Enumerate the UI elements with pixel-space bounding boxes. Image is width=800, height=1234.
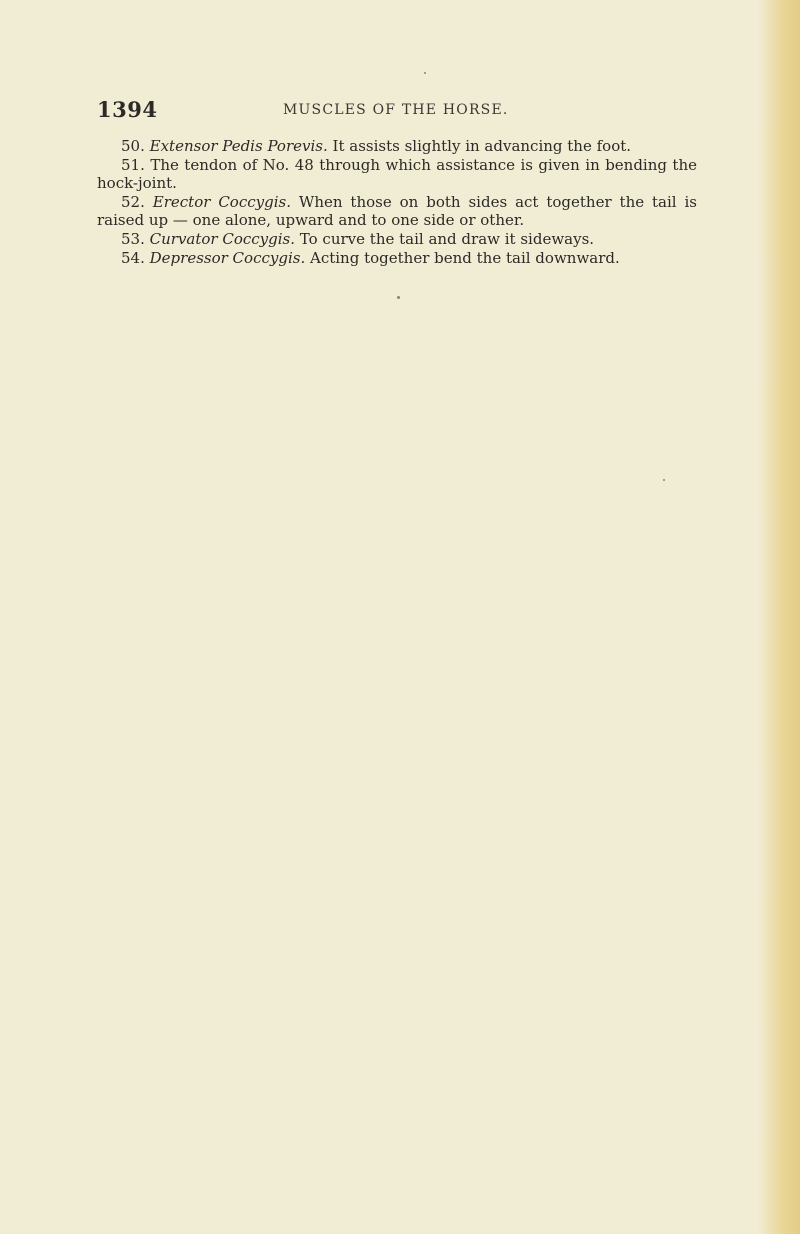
muscle-name: Extensor Pedis Porevis. bbox=[149, 137, 328, 155]
paragraph-text: When those on both sides act together the tail is raised up — one alone, upward and to one side or other. bbox=[97, 192, 697, 230]
page-number: 1394 bbox=[97, 97, 158, 122]
page-header bbox=[97, 97, 697, 123]
paragraph-number: 52. bbox=[121, 192, 145, 211]
paper-speck bbox=[663, 479, 665, 481]
page-edge-shadow bbox=[758, 0, 800, 1234]
muscle-name: Erector Coccygis. bbox=[152, 192, 291, 211]
paragraph-53 bbox=[97, 230, 697, 249]
paragraph-52 bbox=[97, 193, 697, 230]
paragraph-number: 54. bbox=[121, 248, 145, 267]
paragraph-54 bbox=[97, 249, 697, 268]
paragraph-50 bbox=[97, 137, 697, 156]
paragraph-number: 53. bbox=[121, 229, 145, 248]
paragraph-number: 50. bbox=[121, 137, 145, 155]
paragraph-text: The tendon of No. 48 through which assistance is given in bending the hock-joint. bbox=[97, 155, 697, 193]
paper-speck bbox=[397, 296, 400, 299]
body-text bbox=[97, 137, 697, 267]
paragraph-number: 51. bbox=[121, 155, 145, 174]
muscle-name: Depressor Coccygis. bbox=[149, 248, 306, 267]
paragraph-text: To curve the tail and draw it sideways. bbox=[299, 229, 595, 248]
muscle-name: Curvator Coccygis. bbox=[149, 229, 296, 248]
paragraph-51 bbox=[97, 156, 697, 193]
paragraph-text: It assists slightly in advancing the foot. bbox=[332, 137, 632, 155]
running-head: MUSCLES OF THE HORSE. bbox=[283, 102, 509, 118]
paper-speck bbox=[424, 72, 426, 74]
paragraph-text: Acting together bend the tail downward. bbox=[310, 248, 620, 267]
